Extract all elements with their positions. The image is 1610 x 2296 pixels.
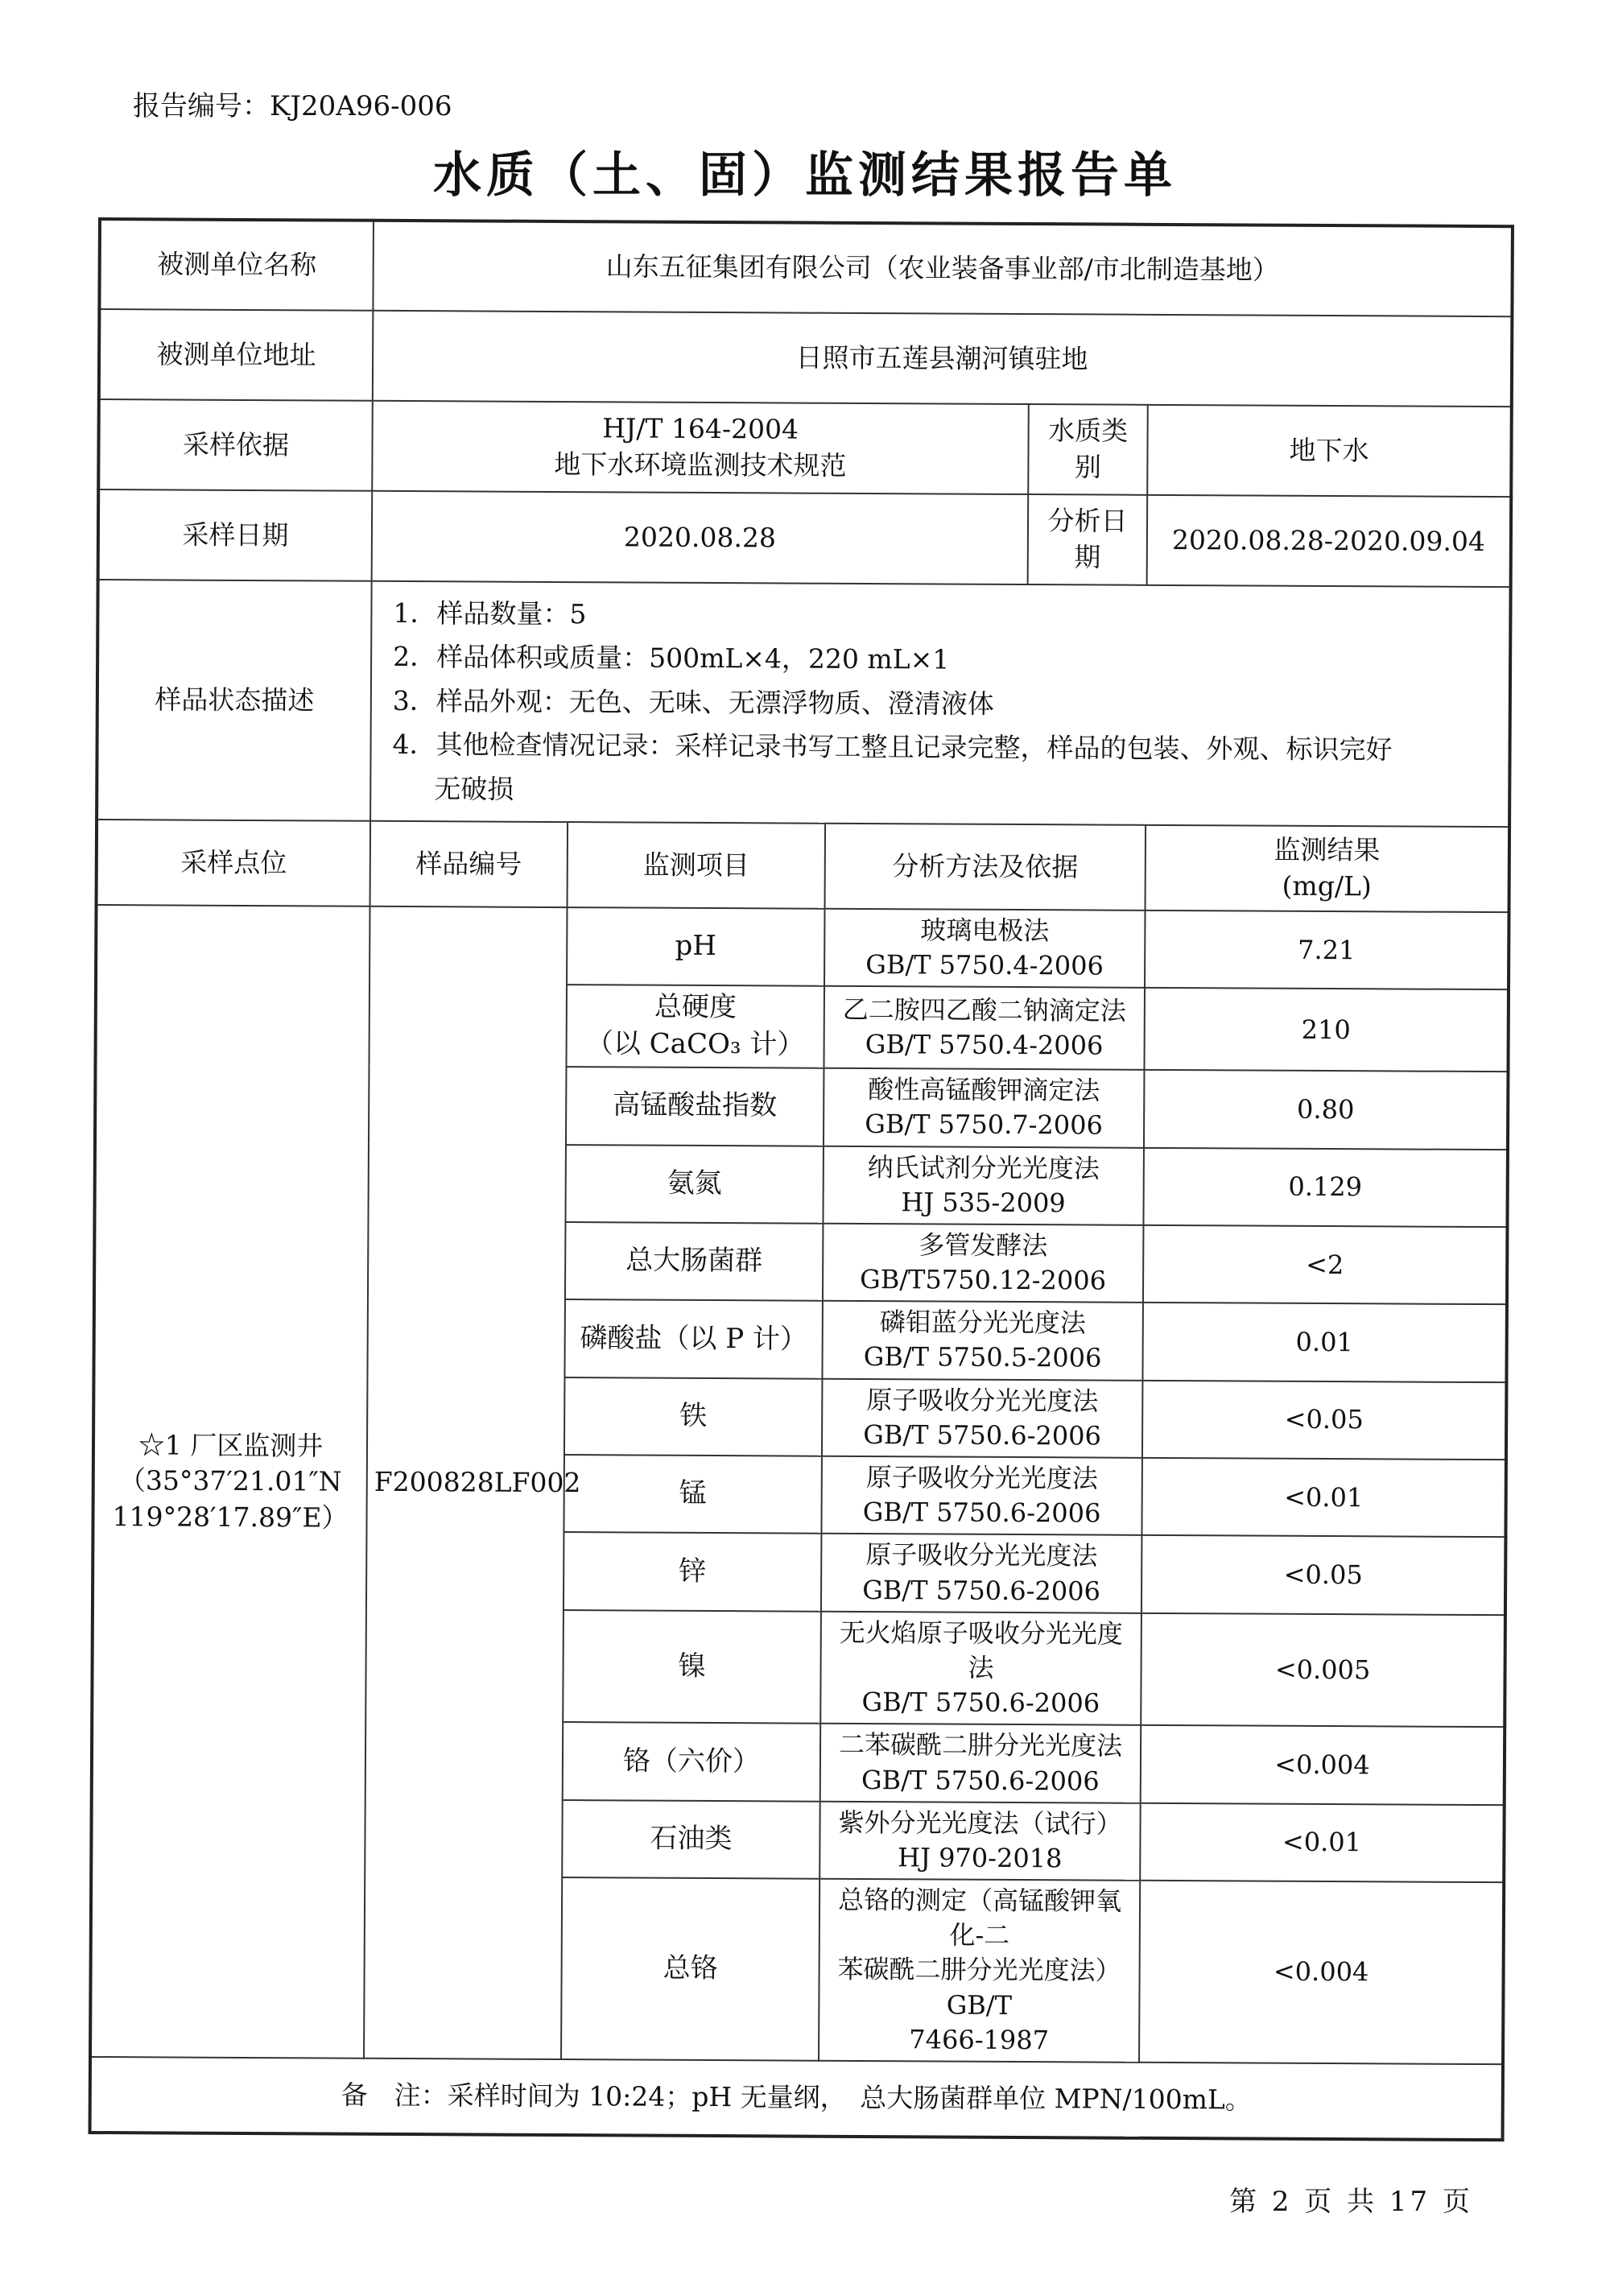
status-line: 2．样品体积或质量：500mL×4，220 mL×1: [393, 641, 950, 675]
sampling-basis-label: 采样依据: [98, 399, 373, 491]
sampling-point-cell: [90, 905, 369, 2059]
result-cell: <0.004: [1139, 1881, 1504, 2064]
sampling-point-name: ☆1 厂区监测井: [138, 1428, 324, 1462]
sample-status-list: [370, 581, 1511, 827]
header-point: 采样点位: [97, 820, 371, 906]
table-header-row: [97, 820, 1510, 912]
water-type-value: 地下水: [1147, 405, 1512, 497]
unit-address-value: 日照市五莲县潮河镇驻地: [373, 311, 1513, 407]
item-cell: 磷酸盐（以 P 计）: [564, 1299, 823, 1378]
result-cell: <0.01: [1141, 1458, 1506, 1538]
status-line: 无破损: [434, 772, 514, 805]
sampling-point-lon: 119°28′17.89″E）: [112, 1500, 349, 1534]
report-number: 报告编号：KJ20A96-006: [133, 90, 452, 122]
header-result-unit: (mg/L): [1282, 869, 1372, 902]
table-row: [96, 905, 1509, 990]
analysis-date-value: 2020.08.28-2020.09.04: [1147, 495, 1512, 587]
method-cell: 原子吸收分光光度法 GB/T 5750.6-2006: [822, 1378, 1142, 1457]
method-cell: 玻璃电极法 GB/T 5750.4-2006: [824, 909, 1145, 988]
sampling-basis-value: [372, 401, 1029, 494]
result-cell: <0.004: [1141, 1725, 1505, 1805]
unit-name-label: 被测单位名称: [99, 219, 374, 311]
method-cell: 酸性高锰酸钾滴定法 GB/T 5750.7-2006: [824, 1068, 1144, 1147]
result-cell: <0.005: [1141, 1613, 1505, 1728]
method-cell: 二苯碳酰二肼分光光度法 GB/T 5750.6-2006: [820, 1724, 1141, 1803]
result-cell: 0.80: [1144, 1070, 1509, 1150]
unit-name-row: [99, 219, 1513, 316]
unit-address-row: [99, 309, 1513, 407]
sampling-point-lat: （35°37′21.01″N: [118, 1464, 342, 1497]
status-line: 1．样品数量：5: [393, 597, 587, 630]
result-cell: <0.01: [1140, 1803, 1505, 1883]
method-cell: 乙二胺四乙酸二钠滴定法 GB/T 5750.4-2006: [824, 986, 1145, 1070]
item-cell: 锌: [564, 1532, 822, 1611]
header-item: 监测项目: [568, 822, 826, 909]
water-type-label: 水质类别: [1028, 404, 1148, 495]
item-cell: 氨氮: [565, 1145, 824, 1224]
status-line: 3．样品外观：无色、无味、无漂浮物质、澄清液体: [392, 684, 994, 720]
note-text: 备 注：采样时间为 10:24；pH 无量纲， 总大肠菌群单位 MPN/100mL。: [90, 2057, 1504, 2140]
header-method: 分析方法及依据: [825, 824, 1146, 911]
item-cell: pH: [567, 907, 825, 986]
item-cell: 铁: [564, 1377, 823, 1456]
item-cell: 锰: [564, 1455, 822, 1534]
item-cell: 高锰酸盐指数: [566, 1067, 824, 1146]
method-cell: 总铬的测定（高锰酸钾氧化-二 苯碳酰二肼分光光度法）GB/T 7466-1987: [819, 1879, 1140, 2063]
sampling-date-label: 采样日期: [98, 489, 373, 581]
result-cell: <0.05: [1142, 1380, 1507, 1460]
status-line: 4．其他检查情况记录：采样记录书写工整且记录完整，样品的包装、外观、标识完好: [392, 729, 1393, 766]
sampling-basis-name: 地下水环境监测技术规范: [554, 448, 847, 481]
header-result: [1146, 825, 1510, 912]
unit-name-value: 山东五征集团有限公司（农业装备事业部/市北制造基地）: [373, 221, 1513, 316]
analysis-date-label: 分析日期: [1028, 494, 1148, 585]
method-cell: 原子吸收分光光度法 GB/T 5750.6-2006: [821, 1456, 1141, 1535]
result-cell: 0.129: [1143, 1147, 1508, 1227]
result-cell: 7.21: [1145, 911, 1509, 990]
method-cell: 紫外分光光度法（试行） HJ 970-2018: [819, 1801, 1140, 1880]
sample-status-label: 样品状态描述: [97, 580, 372, 821]
sampling-date-value: 2020.08.28: [372, 491, 1029, 584]
result-cell: 210: [1144, 988, 1509, 1072]
method-cell: 纳氏试剂分光光度法 HJ 535-2009: [823, 1146, 1143, 1224]
sample-id-cell: F200828LF002: [364, 906, 567, 2059]
sample-status-row: [97, 580, 1511, 827]
header-sample-id: 样品编号: [370, 821, 568, 907]
dates-row: [98, 489, 1512, 587]
unit-address-label: 被测单位地址: [99, 309, 374, 401]
method-cell: 无火焰原子吸收分光光度法 GB/T 5750.6-2006: [820, 1612, 1141, 1726]
item-cell: 总硬度 （以 CaCO₃ 计）: [566, 985, 824, 1067]
item-cell: 总大肠菌群: [565, 1222, 824, 1301]
item-cell: 总铬: [561, 1877, 819, 2061]
page-number: 第 2 页 共 17 页: [1229, 2186, 1473, 2218]
result-cell: <2: [1143, 1225, 1508, 1305]
note-row: [90, 2057, 1504, 2140]
result-cell: 0.01: [1142, 1303, 1507, 1382]
item-cell: 石油类: [562, 1800, 820, 1879]
item-cell: 铬（六价）: [563, 1722, 821, 1801]
method-cell: 多管发酵法 GB/T5750.12-2006: [823, 1224, 1143, 1303]
sampling-basis-code: HJ/T 164-2004: [602, 412, 799, 446]
sampling-basis-row: [98, 399, 1512, 497]
header-result-title: 监测结果: [1274, 834, 1381, 866]
method-cell: 磷钼蓝分光光度法 GB/T 5750.5-2006: [822, 1301, 1142, 1380]
page-title: 水质（土、固）监测结果报告单: [433, 147, 1177, 204]
item-cell: 镍: [563, 1610, 821, 1724]
report-table: [89, 217, 1514, 2141]
result-cell: <0.05: [1141, 1535, 1506, 1615]
method-cell: 原子吸收分光光度法 GB/T 5750.6-2006: [821, 1534, 1141, 1613]
